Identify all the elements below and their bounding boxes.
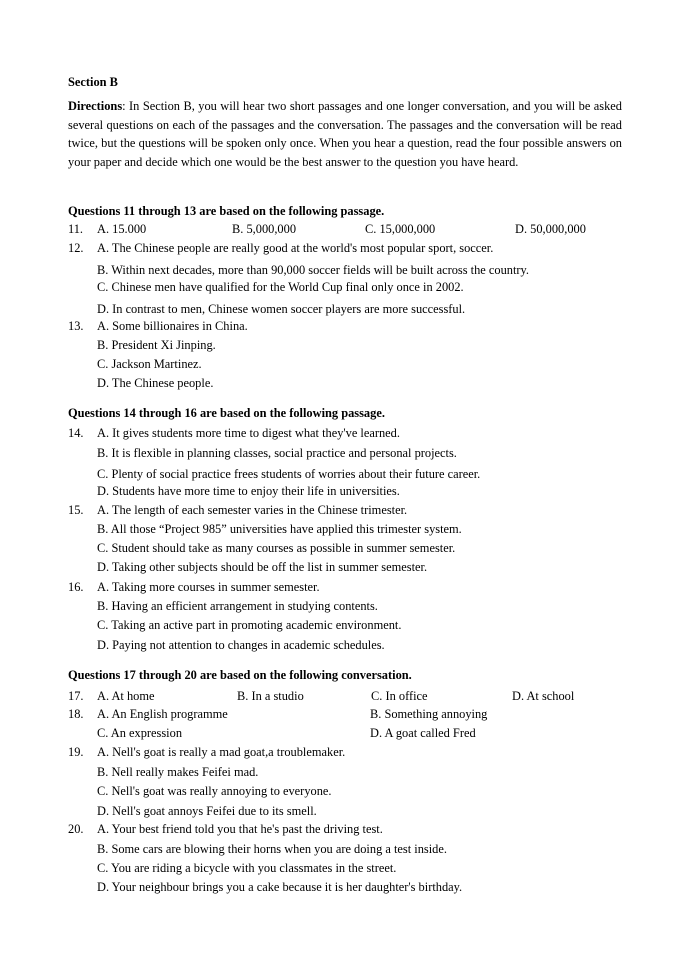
option-15a: A. The length of each semester varies in the Chinese trimester.: [97, 503, 408, 517]
option-17b: B. In a studio: [237, 689, 304, 703]
option-11b: B. 5,000,000: [232, 222, 297, 236]
question-number-17: 17.: [68, 689, 84, 703]
option-15b: B. All those “Project 985” universities have applied this trimester system.: [97, 522, 462, 536]
option-18d: D. A goat called Fred: [370, 726, 476, 740]
option-11d: D. 50,000,000: [515, 222, 586, 236]
option-14b: B. It is flexible in planning classes, social practice and personal projects.: [97, 446, 457, 460]
directions-text: : In Section B, you will hear two short passages and one longer conversation, and you will be asked several questions on each of the passages and the conversation. The passages and the conversation will be read twice, but the questions will be spoken only once. When you hear a question, read the four possible answers on your paper and decide which one would be the best answer to the question you have heard.: [68, 99, 622, 169]
question-number-18: 18.: [68, 707, 84, 721]
option-11c: C. 15,000,000: [365, 222, 436, 236]
question-number-16: 16.: [68, 580, 84, 594]
option-19b: B. Nell really makes Feifei mad.: [97, 765, 259, 779]
option-12a: A. The Chinese people are really good at the world's most popular sport, soccer.: [97, 241, 494, 255]
option-19c: C. Nell's goat was really annoying to everyone.: [97, 784, 332, 798]
question-number-12: 12.: [68, 241, 84, 255]
option-19a: A. Nell's goat is really a mad goat,a troublemaker.: [97, 745, 346, 759]
option-12d: D. In contrast to men, Chinese women soccer players are more successful.: [97, 302, 466, 316]
option-15d: D. Taking other subjects should be off the list in summer semester.: [97, 560, 428, 574]
question-number-19: 19.: [68, 745, 84, 759]
option-16b: B. Having an efficient arrangement in studying contents.: [97, 599, 378, 613]
option-12b: B. Within next decades, more than 90,000 soccer fields will be built across the country.: [97, 263, 530, 277]
group-heading-17-20: Questions 17 through 20 are based on the following conversation.: [68, 668, 412, 682]
option-16d: D. Paying not attention to changes in academic schedules.: [97, 638, 385, 652]
option-17d: D. At school: [512, 689, 575, 703]
option-12c: C. Chinese men have qualified for the World Cup final only once in 2002.: [97, 280, 464, 294]
option-14c: C. Plenty of social practice frees students of worries about their future career.: [97, 467, 481, 481]
option-18a: A. An English programme: [97, 707, 228, 721]
option-16c: C. Taking an active part in promoting academic environment.: [97, 618, 402, 632]
directions-paragraph: [68, 97, 622, 171]
group-heading-14-16: Questions 14 through 16 are based on the following passage.: [68, 406, 385, 420]
group-heading-11-13: Questions 11 through 13 are based on the following passage.: [68, 204, 385, 218]
option-20b: B. Some cars are blowing their horns when you are doing a test inside.: [97, 842, 447, 856]
option-18b: B. Something annoying: [370, 707, 488, 721]
option-13a: A. Some billionaires in China.: [97, 319, 248, 333]
directions-label: Directions: [68, 99, 123, 113]
option-13c: C. Jackson Martinez.: [97, 357, 202, 371]
option-20a: A. Your best friend told you that he's past the driving test.: [97, 822, 383, 836]
question-number-11: 11.: [68, 222, 84, 236]
option-11a: A. 15.000: [97, 222, 147, 236]
option-15c: C. Student should take as many courses as possible in summer semester.: [97, 541, 456, 555]
question-number-14: 14.: [68, 426, 84, 440]
question-number-15: 15.: [68, 503, 84, 517]
section-title: Section B: [68, 75, 118, 89]
option-20c: C. You are riding a bicycle with you classmates in the street.: [97, 861, 397, 875]
question-number-13: 13.: [68, 319, 84, 333]
option-16a: A. Taking more courses in summer semester.: [97, 580, 320, 594]
option-19d: D. Nell's goat annoys Feifei due to its smell.: [97, 804, 317, 818]
option-18c: C. An expression: [97, 726, 183, 740]
option-20d: D. Your neighbour brings you a cake because it is her daughter's birthday.: [97, 880, 463, 894]
option-13d: D. The Chinese people.: [97, 376, 214, 390]
question-number-20: 20.: [68, 822, 84, 836]
option-14d: D. Students have more time to enjoy their life in universities.: [97, 484, 400, 498]
option-14a: A. It gives students more time to digest what they've learned.: [97, 426, 400, 440]
option-17c: C. In office: [371, 689, 428, 703]
option-17a: A. At home: [97, 689, 155, 703]
option-13b: B. President Xi Jinping.: [97, 338, 216, 352]
